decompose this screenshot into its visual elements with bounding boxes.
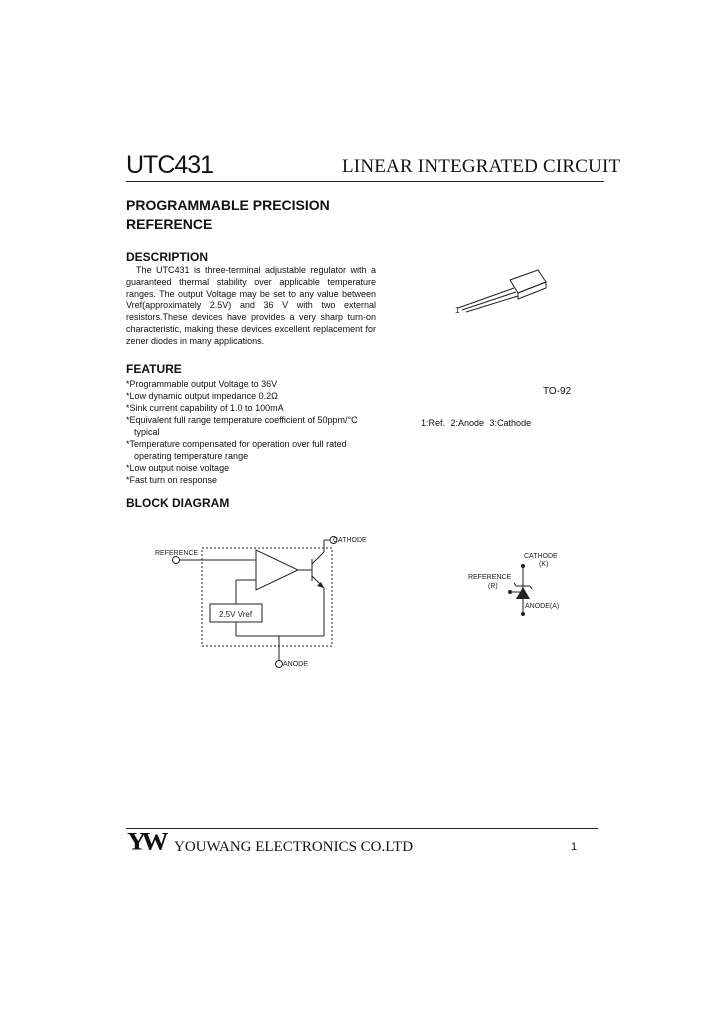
reference-node-icon: [508, 590, 512, 594]
lead-2: [462, 292, 516, 310]
pin1-label: 1: [455, 306, 460, 315]
cathode-label: CATHODE: [333, 537, 367, 544]
feature-item: *Fast turn on response: [126, 475, 218, 485]
title-line-2: REFERENCE: [126, 216, 213, 232]
feature-item: *Equivalent full range temperature coefficient of 50ppm/°C: [126, 415, 358, 425]
shunt-regulator-symbol: [462, 548, 572, 620]
vref-label: 2.5V Vref: [219, 610, 253, 619]
transistor-collector: [312, 552, 324, 564]
anode-terminal-icon: [276, 661, 283, 668]
package-name: TO-92: [543, 386, 572, 397]
block-diagram-heading: BLOCK DIAGRAM: [126, 496, 230, 510]
reference-terminal-icon: [173, 557, 180, 564]
feature-item: *Programmable output Voltage to 36V: [126, 379, 278, 389]
page-number: 1: [571, 841, 578, 853]
feature-item: *Temperature compensated for operation over full rated: [126, 439, 347, 449]
anode-node-icon: [521, 612, 525, 616]
feature-item: typical: [134, 427, 160, 437]
footer-rule: [126, 828, 598, 829]
description-text: The UTC431 is three-terminal adjustable regulator with a guaranteed thermal stability over applicable temperature ranges. The output Voltage may be set to any value between Vref(approximately 2.5V) and 36 V with two external resistors.These devices have provides a very sharp turn-on characteristic, making these devices excellent replacement for zener diodes in many applications.: [126, 265, 376, 346]
to92-package-drawing: [450, 268, 560, 318]
document-category: LINEAR INTEGRATED CIRCUIT: [342, 156, 621, 177]
package-body-side: [518, 282, 546, 299]
symbol-reference-pin: (R): [488, 583, 498, 590]
feature-item: *Sink current capability of 1.0 to 100mA: [126, 403, 284, 413]
lead-1: [458, 288, 514, 308]
diode-triangle-icon: [516, 587, 530, 599]
header-rule: [126, 181, 604, 182]
package-pinout: 1:Ref. 2:Anode 3:Cathode: [421, 418, 532, 428]
title-line-1: PROGRAMMABLE PRECISION: [126, 197, 330, 213]
part-number: UTC431: [126, 151, 214, 179]
anode-label: ANODE: [283, 661, 308, 668]
reference-label: REFERENCE: [155, 550, 199, 557]
block-diagram: [140, 530, 390, 675]
op-amp-icon: [256, 550, 298, 590]
emitter-arrow-icon: [317, 582, 324, 588]
feature-item: *Low dynamic output impedance 0.2Ω: [126, 391, 278, 401]
symbol-cathode-label: CATHODE: [524, 553, 558, 560]
company-logo: YW: [127, 826, 164, 856]
lead-3: [466, 296, 518, 312]
feature-list: [126, 378, 376, 486]
feature-item: operating temperature range: [134, 451, 249, 461]
symbol-reference-label: REFERENCE: [468, 574, 512, 581]
cathode-node-icon: [521, 564, 525, 568]
feature-heading: FEATURE: [126, 362, 182, 376]
feature-item: *Low output noise voltage: [126, 463, 230, 473]
description-body: [126, 265, 376, 348]
symbol-cathode-pin: (K): [539, 561, 549, 568]
symbol-anode-label: ANODE(A): [525, 603, 560, 610]
description-heading: DESCRIPTION: [126, 250, 209, 264]
document-title: [126, 196, 330, 234]
company-name: YOUWANG ELECTRONICS CO.LTD: [174, 839, 414, 855]
